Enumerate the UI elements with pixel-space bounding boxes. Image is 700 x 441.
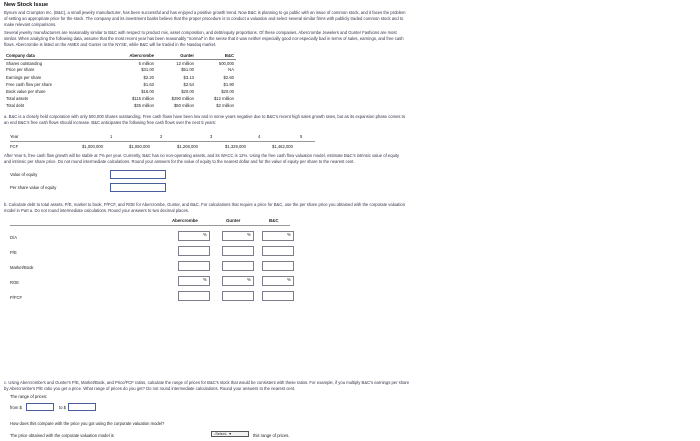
cell: $2.20	[143, 74, 154, 80]
cell: $35 million	[133, 103, 154, 109]
percent-sign: %	[287, 277, 291, 282]
intro-line: of setting an appropriate price for the stock. The company and its investment banks believe that the proper procedure is to conduct a valuation and select several similar firms with publicly traded common stock and to	[4, 16, 404, 21]
row-label: Total debt	[6, 103, 25, 109]
cell: $1.90	[223, 81, 234, 87]
page-title: New Stock Issue	[4, 2, 49, 8]
fcf-cell: $1,000,000	[82, 144, 103, 149]
row-label: Free cash flow per share	[6, 81, 53, 87]
cell: NA	[228, 67, 234, 73]
mb-abercrombe-input[interactable]	[178, 261, 210, 271]
part-a-line: and intrinsic per share price. Do not round intermediate calculations. Round your answers for the value of equity to the nearest dollar and for the value of equity per share to the nearest cent.	[4, 159, 355, 164]
pe-gunter-input[interactable]	[222, 246, 254, 256]
pfcf-abercrombe-input[interactable]	[178, 291, 210, 301]
table-row	[4, 74, 236, 81]
pfcf-gunter-input[interactable]	[222, 291, 254, 301]
table-row	[4, 59, 236, 66]
mb-gunter-input[interactable]	[222, 261, 254, 271]
company-data-table	[4, 52, 236, 110]
intro-line: Bynum and Crumpton Inc. (B&C), a small jewelry manufacturer, has been successful and has enjoyed a positive growth trend. Now B&C is planning to go public with an issue of common stock, and it faces the problem	[4, 10, 406, 15]
intro-line: similar. When analyzing the following data, assume that the most recent year has been reasonably "normal" in the sense that it was neither especially good nor especially bad in terms of sales, earnings, and free cash	[4, 36, 404, 41]
table-row	[4, 88, 236, 95]
mb-bc-input[interactable]	[262, 261, 294, 271]
compare-question: How does this compare with the price you got using the corporate valuation model?	[10, 421, 165, 426]
cell: $31.00	[141, 67, 154, 73]
range-from-input[interactable]	[26, 403, 54, 411]
part-a-line: After Year 5, free cash flow growth will be stable at 7% per year. Currently, B&C has no non-operating assets, and its WACC is 12%. Using the free cash flow valuation model, estimate B&C's intrinsic value of equity	[4, 153, 400, 158]
year-cell: 1	[110, 134, 113, 139]
part-b-line: model in Part a. Do not round intermediate calculations. Round your answers to two decimal places.	[4, 208, 190, 213]
part-c-line: by Abercrombe's P/E ratio you get a price. What range of prices do you get? Do not round intermediate calculations. Round your answers to the nearest cent.	[4, 386, 296, 391]
fcf-cell: $1,329,000	[225, 144, 246, 149]
fcf-label: FCF	[10, 144, 19, 149]
column-header: Abercrombe	[116, 52, 156, 59]
column-header: Gunter	[156, 52, 196, 59]
value-of-equity-input[interactable]	[110, 170, 166, 179]
year-cell: 5	[300, 134, 303, 139]
per-share-label: Per share value of equity	[10, 185, 57, 190]
cell: $3.13	[183, 74, 194, 80]
intro-line: flows. Abercrombe is listed on the AMEX and Gunter on the NYSE, while B&C will be traded in the Nasdaq market.	[4, 42, 217, 47]
cell: $51.00	[181, 67, 194, 73]
year-cell: 3	[210, 134, 213, 139]
cell: 500,000	[218, 60, 234, 66]
divider	[10, 225, 290, 226]
compare-select[interactable]	[211, 431, 249, 437]
column-header: Gunter	[226, 218, 241, 223]
part-a-line: a. B&C is a closely held corporation with only 500,000 shares outstanding. Free cash flows have been low and in some years negative due to B&C's recent high sales growth rates, but as its expansion phase comes to	[4, 114, 406, 119]
cell: $290 million	[171, 96, 194, 102]
fcf-cell: $1,050,000	[129, 144, 150, 149]
intro-line: Several jewelry manufacturers are reasonably similar to B&C with respect to product mix, asset composition, and debt/equity proportions. Of these companies, Abercrombe Jewelers and Gunter Fashions are most	[4, 30, 397, 35]
year-label: Year	[10, 134, 19, 139]
fcf-cell: $1,462,000	[272, 144, 293, 149]
cell: 5 million	[138, 60, 154, 66]
from-label: from $	[10, 405, 22, 410]
table-row	[4, 102, 236, 109]
ratio-label-pfcf: P/FCF	[10, 295, 23, 300]
range-to-input[interactable]	[68, 403, 96, 411]
cell: $115 million	[131, 96, 154, 102]
table-header-row	[4, 52, 236, 59]
row-label: Total assets	[6, 96, 29, 102]
value-of-equity-label: Value of equity	[10, 172, 38, 177]
part-a-line: an end B&C's free cash flows should increase. B&C anticipates the following free cash flows over the next 5 years:	[4, 120, 217, 125]
cell: $16.00	[141, 89, 154, 95]
compare-sentence-start: The price obtained with the corporate valuation model is	[10, 433, 114, 438]
cell: $2 million	[216, 103, 234, 109]
percent-sign: %	[203, 277, 207, 282]
ratio-label-pe: P/E	[10, 250, 17, 255]
percent-sign: %	[247, 277, 251, 282]
year-cell: 4	[258, 134, 261, 139]
per-share-input[interactable]	[110, 183, 166, 192]
percent-sign: %	[203, 232, 207, 237]
intro-line: make relevant comparisons.	[4, 22, 57, 27]
divider	[10, 141, 315, 142]
cell: $20.00	[181, 89, 194, 95]
ratio-label-da: D/A	[10, 235, 17, 240]
row-label: Price per share	[6, 67, 35, 73]
row-label: Book value per share	[6, 89, 46, 95]
pfcf-bc-input[interactable]	[262, 291, 294, 301]
compare-select-value: -Select-	[214, 432, 228, 436]
cell: $50 million	[173, 103, 194, 109]
compare-sentence-end: this range of prices.	[253, 433, 290, 438]
year-cell: 2	[160, 134, 163, 139]
pe-abercrombe-input[interactable]	[178, 246, 210, 256]
column-header: Abercrombe	[172, 218, 198, 223]
row-label: Earnings per share	[6, 74, 42, 80]
fcf-cell: $1,208,000	[177, 144, 198, 149]
part-b-line: b. Calculate debt to total assets, P/E, market to book, P/FCF, and ROE for Abercrombe, Gunter, and B&C. For calculations that require a price for B&C, use the per share price you obtained with the corporate valuation	[4, 202, 406, 207]
percent-sign: %	[287, 232, 291, 237]
column-header: Company data	[4, 52, 116, 59]
cell: $12 million	[213, 96, 234, 102]
table-row	[4, 81, 236, 88]
table-row	[4, 95, 236, 102]
ratio-label-roe: ROE	[10, 280, 20, 285]
cell: 12 million	[176, 60, 194, 66]
cell: $2.60	[223, 74, 234, 80]
pe-bc-input[interactable]	[262, 246, 294, 256]
to-label: to $	[59, 405, 66, 410]
row-label: Shares outstanding	[6, 60, 43, 66]
ratio-label-market-book: Market/Book	[10, 265, 34, 270]
cell: $2.54	[183, 81, 194, 87]
cell: $1.63	[143, 81, 154, 87]
cell: $20.00	[221, 89, 234, 95]
percent-sign: %	[247, 232, 251, 237]
column-header: B&C	[196, 52, 236, 59]
range-label: The range of prices:	[10, 394, 48, 399]
part-c-line: c. Using Abercrombe's and Gunter's P/E, Market/Book, and Price/FCF ratios, calculate the range of prices for B&C's stock that would be consistent with these ratios. For example, if you multiply B&C's earnings per share	[4, 380, 410, 385]
table-row	[4, 66, 236, 73]
chevron-down-icon: ▾	[229, 432, 231, 436]
column-header: B&C	[269, 218, 279, 223]
